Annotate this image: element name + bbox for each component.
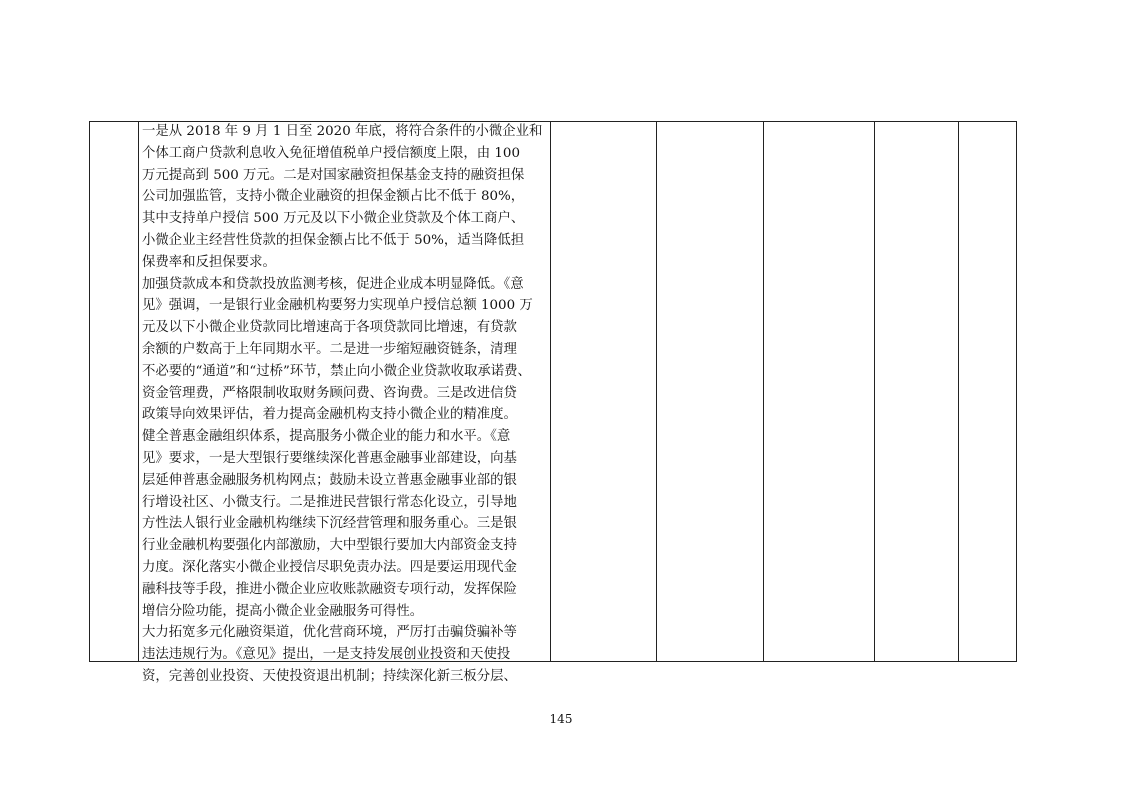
text-line: 万元提高到 500 万元。二是对国家融资担保基金支持的融资担保 <box>142 167 525 183</box>
table-content-cell <box>142 121 550 688</box>
text-line: 融科技等手段，推进小微企业应收账款融资专项行动，发挥保险 <box>142 581 517 597</box>
paragraph-tax-and-guarantee <box>142 121 550 274</box>
text-line: 个体工商户贷款利息收入免征增值税单户授信额度上限，由 100 <box>142 145 520 161</box>
text-line: 小微企业主经营性贷款的担保金额占比不低于 50%，适当降低担 <box>142 232 525 248</box>
text-line: 层延伸普惠金融服务机构网点；鼓励未设立普惠金融事业部的银 <box>142 472 517 488</box>
text-line: 加强贷款成本和贷款投放监测考核，促进企业成本明显降低。《意 <box>142 276 524 292</box>
text-line: 增信分险功能，提高小微企业金融服务可得性。 <box>142 603 424 619</box>
text-line: 政策导向效果评估，着力提高金融机构支持小微企业的精准度。 <box>142 407 517 423</box>
text-line: 违法违规行为。《意见》提出，一是支持发展创业投资和天使投 <box>142 647 511 663</box>
text-line: 资金管理费，严格限制收取财务顾问费、咨询费。三是改进信贷 <box>142 385 517 401</box>
paragraph-diversified-financing <box>142 622 550 687</box>
text-line: 保费率和反担保要求。 <box>142 254 276 270</box>
text-line: 方性法人银行业金融机构继续下沉经营管理和服务重心。三是银 <box>142 516 517 532</box>
column-divider-4 <box>763 122 764 661</box>
text-line: 其中支持单户授信 500 万元及以下小微企业贷款及个体工商户、 <box>142 211 525 227</box>
page-number: 145 <box>549 712 573 726</box>
text-line: 行增设社区、小微支行。二是推进民营银行常态化设立，引导地 <box>142 494 517 510</box>
column-divider-6 <box>958 122 959 661</box>
text-line: 不必要的“通道”和“过桥”环节，禁止向小微企业贷款收取承诺费、 <box>142 363 531 379</box>
text-line: 力度。深化落实小微企业授信尽职免责办法。四是要运用现代金 <box>142 559 517 575</box>
text-line: 行业金融机构要强化内部激励，大中型银行要加大内部资金支持 <box>142 538 517 554</box>
text-line: 健全普惠金融组织体系，提高服务小微企业的能力和水平。《意 <box>142 429 511 445</box>
text-line: 一是从 2018 年 9 月 1 日至 2020 年底，将符合条件的小微企业和 <box>142 124 543 139</box>
column-divider-3 <box>656 122 657 661</box>
text-line: 大力拓宽多元化融资渠道，优化营商环境，严厉打击骗贷骗补等 <box>142 625 517 641</box>
column-divider-1 <box>138 122 139 661</box>
text-line: 元及以下小微企业贷款同比增速高于各项贷款同比增速，有贷款 <box>142 320 517 336</box>
paragraph-loan-cost-monitoring <box>142 274 550 427</box>
text-line: 余额的户数高于上年同期水平。二是进一步缩短融资链条，清理 <box>142 341 517 357</box>
column-divider-2 <box>550 122 551 661</box>
text-line: 见》要求，一是大型银行要继续深化普惠金融事业部建设，向基 <box>142 450 517 466</box>
paragraph-inclusive-finance-system <box>142 426 550 622</box>
text-line: 见》强调，一是银行业金融机构要努力实现单户授信总额 1000 万 <box>142 298 533 314</box>
text-line: 公司加强监管，支持小微企业融资的担保金额占比不低于 80%， <box>142 189 525 205</box>
text-line: 资，完善创业投资、天使投资退出机制；持续深化新三板分层、 <box>142 668 517 684</box>
column-divider-5 <box>874 122 875 661</box>
